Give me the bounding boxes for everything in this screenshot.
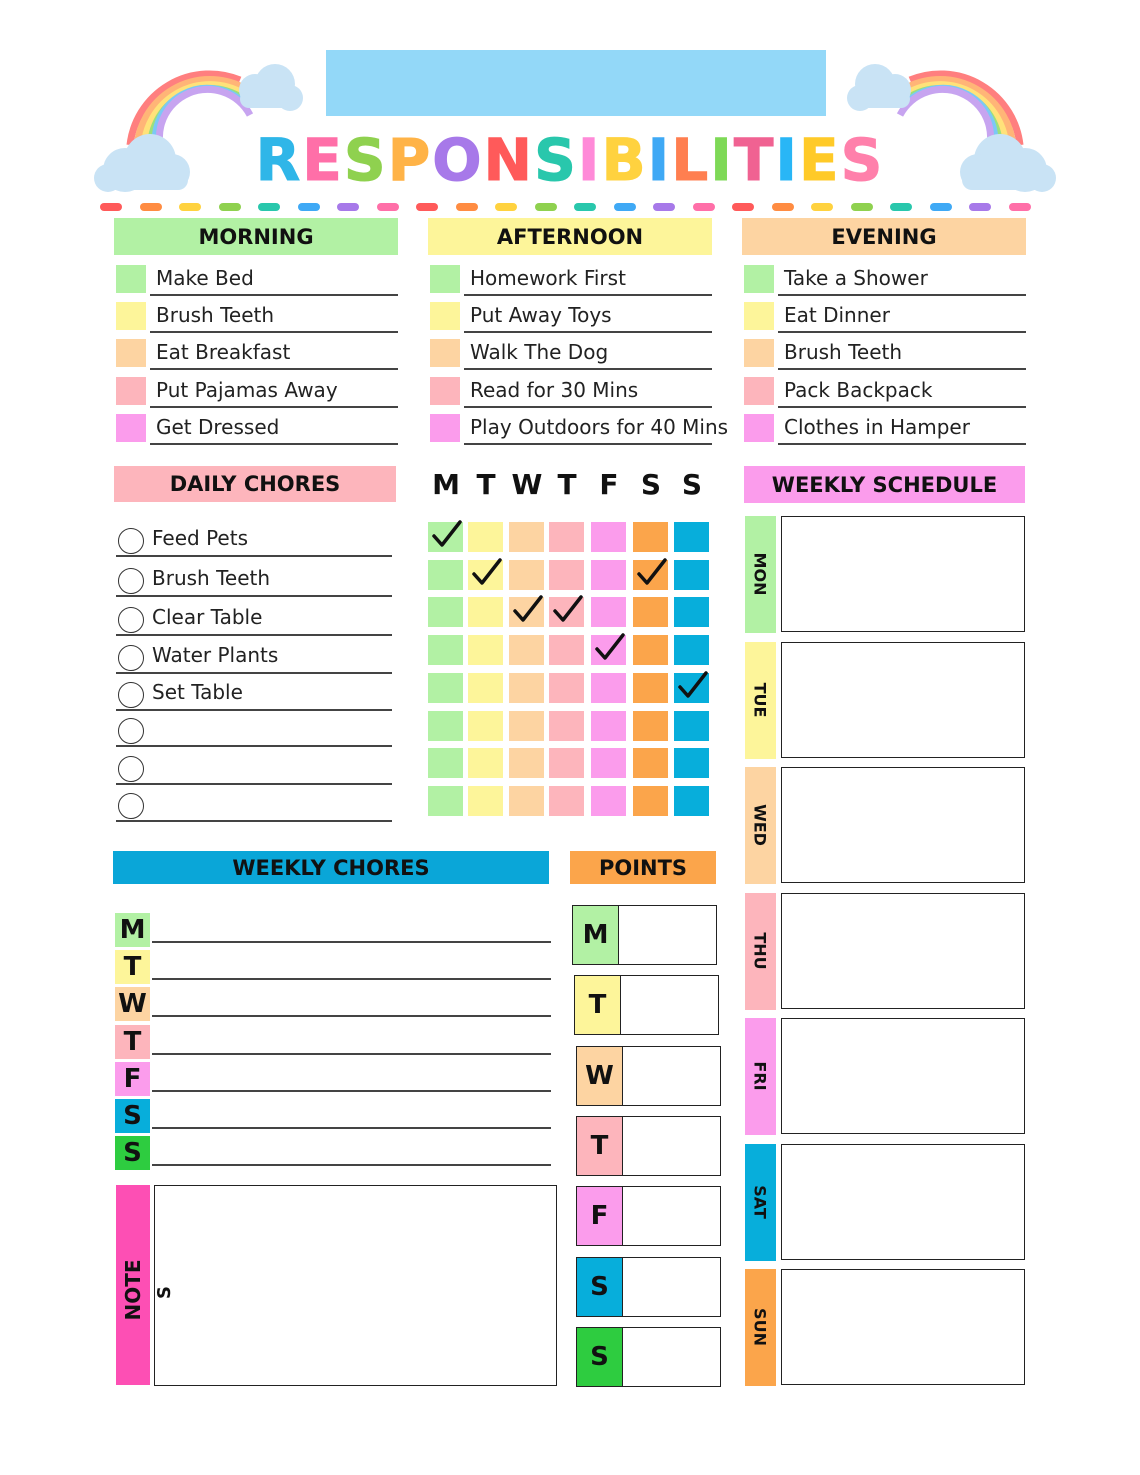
daily-chore-item[interactable] xyxy=(116,605,392,637)
tracker-cell[interactable] xyxy=(674,560,709,590)
task-label: Pack Backpack xyxy=(784,378,933,402)
dash-mark xyxy=(890,203,912,211)
schedule-day-box[interactable] xyxy=(781,1018,1025,1134)
dash-mark xyxy=(1009,203,1031,211)
color-swatch xyxy=(116,302,146,330)
dash-mark xyxy=(732,203,754,211)
notes-box[interactable] xyxy=(154,1185,557,1386)
check-mark-icon xyxy=(676,669,710,703)
dash-mark xyxy=(179,203,201,211)
color-swatch xyxy=(744,339,774,367)
weekly-chore-day xyxy=(115,1136,150,1170)
dash-mark xyxy=(140,203,162,211)
points-day xyxy=(577,1047,623,1105)
schedule-day-box[interactable] xyxy=(781,516,1025,632)
weekly-chore-day-letter: W xyxy=(118,989,147,1020)
tracker-cell[interactable] xyxy=(674,786,709,816)
color-swatch xyxy=(430,302,460,330)
weekly-chore-line[interactable] xyxy=(152,1127,551,1129)
chore-underline xyxy=(116,555,392,557)
afternoon-title: AFTERNOON xyxy=(496,224,644,249)
tracker-cell[interactable] xyxy=(549,522,584,552)
points-row[interactable] xyxy=(576,1327,721,1387)
weekly-chore-day xyxy=(115,950,150,984)
dash-mark xyxy=(614,203,636,211)
tracker-day-letter: T xyxy=(557,468,577,501)
tracker-cell[interactable] xyxy=(674,635,709,665)
weekly-chore-day-letter: M xyxy=(119,915,146,945)
tracker-cell[interactable] xyxy=(591,786,626,816)
tracker-cell[interactable] xyxy=(549,635,584,665)
tracker-cell[interactable] xyxy=(468,711,503,741)
evening-header xyxy=(742,218,1026,255)
points-day-letter: T xyxy=(588,990,607,1021)
daily-chore-label: Clear Table xyxy=(152,605,263,629)
task-label: Walk The Dog xyxy=(470,340,609,364)
tracker-day-letter: F xyxy=(599,468,619,501)
points-day xyxy=(573,906,619,964)
weekly-chore-line[interactable] xyxy=(152,1053,551,1055)
tracker-cell[interactable] xyxy=(468,748,503,778)
weekly-chore-day-letter: T xyxy=(123,952,142,983)
daily-chore-label: Set Table xyxy=(152,680,243,704)
chore-underline xyxy=(116,595,392,597)
daily-chore-item[interactable] xyxy=(116,643,392,675)
tracker-cell[interactable] xyxy=(633,748,668,778)
points-day-letter: M xyxy=(582,920,609,950)
checkbox-circle[interactable] xyxy=(118,607,144,633)
points-row[interactable] xyxy=(574,975,719,1035)
checkbox-circle[interactable] xyxy=(118,568,144,594)
dash-mark xyxy=(969,203,991,211)
check-mark-icon xyxy=(551,593,585,627)
morning-header xyxy=(114,218,398,255)
daily-chore-item[interactable] xyxy=(116,754,392,786)
schedule-day-box[interactable] xyxy=(781,642,1025,758)
schedule-day-strip xyxy=(745,1018,776,1135)
afternoon-header xyxy=(428,218,712,255)
schedule-day-strip xyxy=(745,893,776,1010)
schedule-day-label: MON xyxy=(750,552,770,596)
schedule-day-strip xyxy=(745,642,776,759)
tracker-cell[interactable] xyxy=(674,597,709,627)
weekly-chore-day-letter: F xyxy=(123,1063,142,1094)
chore-underline xyxy=(116,745,392,747)
cloud-icon xyxy=(960,134,1056,192)
points-day-letter: S xyxy=(590,1341,609,1372)
daily-chore-label: Feed Pets xyxy=(152,526,248,550)
points-day-letter: T xyxy=(590,1130,609,1161)
weekly-chore-line[interactable] xyxy=(152,1164,551,1166)
weekly-chore-line[interactable] xyxy=(152,1090,551,1092)
task-label: Get Dressed xyxy=(156,415,280,439)
tracker-cell[interactable] xyxy=(633,635,668,665)
color-swatch xyxy=(430,377,460,405)
task-label: Put Away Toys xyxy=(470,303,612,327)
dash-mark xyxy=(653,203,675,211)
schedule-day-label: SAT xyxy=(750,1184,770,1219)
check-mark-icon xyxy=(635,556,669,590)
morning-title: MORNING xyxy=(198,224,314,249)
evening-title: EVENING xyxy=(831,224,937,249)
points-row[interactable] xyxy=(572,905,717,965)
task-label: Homework First xyxy=(470,266,626,290)
color-swatch xyxy=(116,339,146,367)
dash-mark xyxy=(298,203,320,211)
task-underline xyxy=(464,406,712,408)
task-label: Read for 30 Mins xyxy=(470,378,639,402)
color-swatch xyxy=(430,414,460,442)
color-swatch xyxy=(744,265,774,293)
daily-chore-label: Brush Teeth xyxy=(152,566,271,590)
tracker-cell[interactable] xyxy=(428,597,463,627)
dashed-divider xyxy=(100,203,1045,213)
schedule-day-label: WED xyxy=(750,804,770,846)
tracker-cell[interactable] xyxy=(591,597,626,627)
weekly-chore-line[interactable] xyxy=(152,978,551,980)
chore-underline xyxy=(116,820,392,822)
weekly-chore-line[interactable] xyxy=(152,1015,551,1017)
tracker-cell[interactable] xyxy=(591,711,626,741)
daily-chore-item[interactable] xyxy=(116,526,392,558)
task-underline xyxy=(464,294,712,296)
weekly-chores-title: WEEKLY CHORES xyxy=(232,855,430,880)
title-banner xyxy=(326,50,826,116)
points-day xyxy=(577,1258,623,1316)
weekly-chores-header xyxy=(113,851,549,884)
points-day xyxy=(577,1187,623,1245)
tracker-cell[interactable] xyxy=(549,786,584,816)
dash-mark xyxy=(930,203,952,211)
points-title: POINTS xyxy=(598,855,688,880)
schedule-day-strip xyxy=(745,1269,776,1386)
dash-mark xyxy=(811,203,833,211)
task-underline xyxy=(778,406,1026,408)
tracker-cell[interactable] xyxy=(428,786,463,816)
chore-underline xyxy=(116,634,392,636)
task-label: Play Outdoors for 40 Mins xyxy=(470,415,729,439)
dash-mark xyxy=(377,203,399,211)
task-underline xyxy=(150,443,398,445)
tracker-cell[interactable] xyxy=(674,522,709,552)
weekly-chore-day-letter: S xyxy=(123,1138,142,1169)
tracker-cell[interactable] xyxy=(549,748,584,778)
task-underline xyxy=(778,331,1026,333)
tracker-cell[interactable] xyxy=(549,560,584,590)
color-swatch xyxy=(430,339,460,367)
dash-mark xyxy=(258,203,280,211)
schedule-day-strip xyxy=(745,516,776,633)
tracker-cell[interactable] xyxy=(509,635,544,665)
cloud-icon xyxy=(94,134,190,192)
tracker-cell[interactable] xyxy=(633,673,668,703)
points-day-letter: W xyxy=(585,1060,614,1091)
tracker-cell[interactable] xyxy=(591,673,626,703)
checkbox-circle[interactable] xyxy=(118,793,144,819)
points-row[interactable] xyxy=(576,1046,721,1106)
tracker-cell[interactable] xyxy=(633,711,668,741)
points-row[interactable] xyxy=(576,1186,721,1246)
tracker-cell[interactable] xyxy=(468,786,503,816)
daily-chores-title: DAILY CHORES xyxy=(169,472,341,496)
checkbox-circle[interactable] xyxy=(118,682,144,708)
task-label: Clothes in Hamper xyxy=(784,415,970,439)
check-mark-icon xyxy=(511,593,545,627)
task-label: Make Bed xyxy=(156,266,254,290)
checkbox-circle[interactable] xyxy=(118,756,144,782)
tracker-cell[interactable] xyxy=(428,748,463,778)
check-mark-icon xyxy=(593,631,627,665)
notes-label: NOTE xyxy=(121,1259,145,1321)
tracker-cell[interactable] xyxy=(509,560,544,590)
task-underline xyxy=(464,443,712,445)
checkbox-circle[interactable] xyxy=(118,645,144,671)
tracker-cell[interactable] xyxy=(428,711,463,741)
weekly-chore-day xyxy=(115,987,150,1021)
tracker-day-letter: T xyxy=(476,468,496,501)
notes-label-strip xyxy=(116,1185,150,1385)
schedule-day-strip xyxy=(745,767,776,884)
points-row[interactable] xyxy=(576,1116,721,1176)
tracker-cell[interactable] xyxy=(468,522,503,552)
tracker-day-letter: S xyxy=(640,468,662,501)
dash-mark xyxy=(495,203,517,211)
dash-mark xyxy=(772,203,794,211)
tracker-cell[interactable] xyxy=(674,711,709,741)
tracker-cell[interactable] xyxy=(468,673,503,703)
weekly-schedule-title: WEEKLY SCHEDULE xyxy=(771,472,998,497)
weekly-chore-day-letter: S xyxy=(123,1101,142,1131)
tracker-cell[interactable] xyxy=(549,711,584,741)
task-underline xyxy=(778,368,1026,370)
tracker-cell[interactable] xyxy=(549,673,584,703)
dash-mark xyxy=(337,203,359,211)
tracker-cell[interactable] xyxy=(468,597,503,627)
page-title: RESPONSIBILITIES xyxy=(255,126,885,194)
dash-mark xyxy=(574,203,596,211)
task-label: Eat Breakfast xyxy=(156,340,291,364)
tracker-cell[interactable] xyxy=(633,786,668,816)
tracker-cell[interactable] xyxy=(428,635,463,665)
check-mark-icon xyxy=(470,556,504,590)
points-day xyxy=(575,976,621,1034)
tracker-cell[interactable] xyxy=(633,522,668,552)
weekly-schedule-header xyxy=(744,466,1025,503)
tracker-cell[interactable] xyxy=(428,560,463,590)
color-swatch xyxy=(430,265,460,293)
schedule-day-label: FRI xyxy=(750,1061,770,1091)
chore-underline xyxy=(116,783,392,785)
task-label: Brush Teeth xyxy=(156,303,275,327)
weekly-chore-day xyxy=(115,1025,150,1059)
tracker-cell[interactable] xyxy=(509,711,544,741)
dash-mark xyxy=(851,203,873,211)
weekly-chore-day xyxy=(115,1099,150,1133)
color-swatch xyxy=(744,302,774,330)
daily-chore-item[interactable] xyxy=(116,716,392,748)
tracker-cell[interactable] xyxy=(509,673,544,703)
weekly-chore-day-letter: T xyxy=(123,1026,142,1057)
tracker-cell[interactable] xyxy=(633,597,668,627)
points-row[interactable] xyxy=(576,1257,721,1317)
dash-mark xyxy=(535,203,557,211)
task-label: Brush Teeth xyxy=(784,340,903,364)
color-swatch xyxy=(116,377,146,405)
weekly-chore-day xyxy=(115,913,150,947)
dash-mark xyxy=(219,203,241,211)
tracker-cell[interactable] xyxy=(674,748,709,778)
schedule-day-box[interactable] xyxy=(781,1269,1025,1385)
tracker-cell[interactable] xyxy=(428,673,463,703)
color-swatch xyxy=(744,377,774,405)
color-swatch xyxy=(116,414,146,442)
chore-underline xyxy=(116,672,392,674)
weekly-chore-line[interactable] xyxy=(152,941,551,943)
daily-chore-item[interactable] xyxy=(116,791,392,823)
schedule-day-label: THU xyxy=(750,931,770,970)
task-underline xyxy=(464,368,712,370)
color-swatch xyxy=(744,414,774,442)
tracker-cell[interactable] xyxy=(591,748,626,778)
task-underline xyxy=(778,294,1026,296)
dash-mark xyxy=(100,203,122,211)
schedule-day-box[interactable] xyxy=(781,1144,1025,1260)
checkbox-circle[interactable] xyxy=(118,528,144,554)
dash-mark xyxy=(693,203,715,211)
notes-label-suffix: S xyxy=(153,1286,175,1299)
task-label: Eat Dinner xyxy=(784,303,890,327)
schedule-day-label: TUE xyxy=(750,682,770,717)
checkbox-circle[interactable] xyxy=(118,718,144,744)
dash-mark xyxy=(456,203,478,211)
task-underline xyxy=(778,443,1026,445)
points-header xyxy=(570,851,716,884)
dash-mark xyxy=(416,203,438,211)
task-underline xyxy=(150,331,398,333)
task-underline xyxy=(150,406,398,408)
schedule-day-strip xyxy=(745,1144,776,1261)
tracker-day-letter: S xyxy=(681,468,703,501)
tracker-cell[interactable] xyxy=(468,635,503,665)
tracker-cell[interactable] xyxy=(509,786,544,816)
tracker-day-letter: M xyxy=(432,468,460,501)
tracker-cell[interactable] xyxy=(509,522,544,552)
tracker-cell[interactable] xyxy=(591,522,626,552)
daily-chore-item[interactable] xyxy=(116,566,392,598)
points-day-letter: S xyxy=(590,1271,609,1302)
tracker-cell[interactable] xyxy=(509,748,544,778)
points-day xyxy=(577,1117,623,1175)
points-day xyxy=(577,1328,623,1386)
task-underline xyxy=(150,368,398,370)
task-label: Take a Shower xyxy=(784,266,928,290)
task-underline xyxy=(464,331,712,333)
schedule-day-label: SUN xyxy=(750,1308,770,1346)
schedule-day-box[interactable] xyxy=(781,767,1025,883)
daily-chores-header xyxy=(114,466,396,502)
weekly-chore-day xyxy=(115,1062,150,1096)
check-mark-icon xyxy=(430,518,464,552)
task-label: Put Pajamas Away xyxy=(156,378,338,402)
task-underline xyxy=(150,294,398,296)
points-day-letter: F xyxy=(590,1201,609,1232)
daily-chore-label: Water Plants xyxy=(152,643,279,667)
tracker-cell[interactable] xyxy=(591,560,626,590)
daily-chore-item[interactable] xyxy=(116,680,392,712)
schedule-day-box[interactable] xyxy=(781,893,1025,1009)
color-swatch xyxy=(116,265,146,293)
tracker-day-letter: W xyxy=(511,468,543,501)
chore-underline xyxy=(116,709,392,711)
